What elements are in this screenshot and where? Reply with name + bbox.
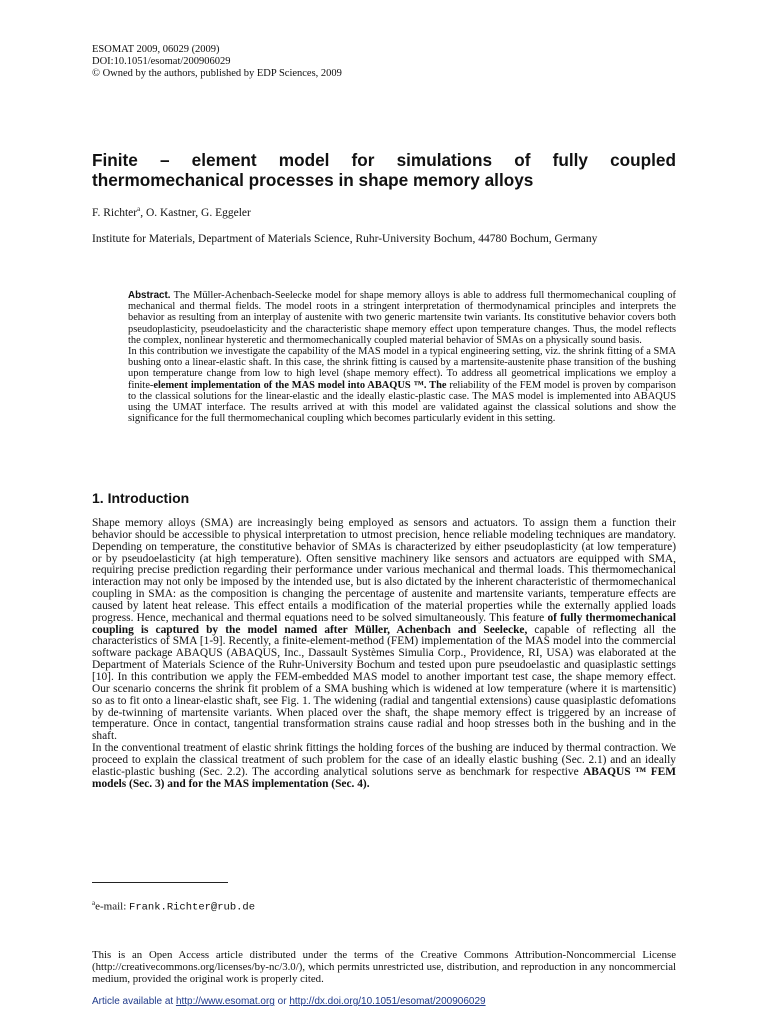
journal-header [92,44,342,80]
body-text-2b: ABAQUS ™ FEM models (Sec. 3) and for the MAS implementation (Sec. 4). [92,765,676,790]
section-heading-introduction: 1. Introduction [92,490,190,506]
paper-title-line2: thermomechanical processes in shape memory alloys [92,170,534,190]
body-paragraph-1 [92,518,676,743]
abstract-text-1: The Müller-Achenbach-Seelecke model for shape memory alloys is able to address full thermomechanical coupling of mechanical and thermal fields. The model roots in a stringent interpretation of thermodynamical principles and interprets the behavior as resulting from an interplay of austenite with two generic martensite twin variants. Its constitutive behavior covers both pseudoplasticity, pseudoelasticity and the characteristic shape memory effect upon temperature changes. Thus, the model reflects the complex, nonlinear hysteretic and thermomechanically coupled material behavior of SMAs on a physically sound basis. [128,290,676,346]
doi-link[interactable]: http://dx.doi.org/10.1051/esomat/200906029 [289,996,486,1007]
abstract-text-2c: reliability of the FEM model is proven by comparison to the classical solutions for the linear-elastic and the ideally elastic-plastic case. The MAS model is implemented into ABAQUS using the UMAT interface. The results arrived at with this model are validated against the classical solutions and show the significance for the full thermomechanical coupling which becomes particularly evident in this setting. [128,379,676,425]
esomat-link[interactable]: http://www.esomat.org [175,996,275,1007]
abstract [128,290,676,424]
footnote-divider [92,882,228,883]
footnote-mark: a [92,899,96,907]
copyright-line: © Owned by the authors, published by EDP Sciences, 2009 [92,68,342,79]
license-link[interactable]: http://creativecommons.org/licenses/by-nc/3.0/ [95,961,299,973]
body-text-2a: In the conventional treatment of elastic shrink fittings the holding forces of the bushing are induced by thermal contraction. We proceed to explain the classical treatment of such problem for the case of an ideally elastic bushing (Sec. 2.1) and an ideally elastic-plastic bushing (Sec. 2.2). The according analytical solutions serve as benchmark for respective [92,742,676,778]
abstract-text-2a: In this contribution we investigate the capability of the MAS model in a typical engineering setting, viz. the shrink fitting of a SMA bushing onto a linear-elastic shaft. In this case, the shrink fitting is caused by a martensite-austenite phase transition of the bushing upon temperature change from low to high level (shape memory effect). To address all geometrical implications we employ a finite- [128,346,676,391]
body-text-1c: capable of reflecting all the characteristics of SMA [1-9]. Recently, a finite-element-method (FEM) implementation of the MAS model into the commercial software package ABAQUS (ABAQUS, Inc., Dassault Systèmes Simulia Corp., Providence, RI, USA) was elaborated at the Department of Materials Science of the Ruhr-University Bochum and tested upon pure pseudoelastic and quasiplastic settings [10]. In this contribution we apply the FEM-embedded MAS model to another important test case, the shape memory effect. Our scenario concerns the shrink fit problem of a SMA bushing which is widened at low temperature (where it is martensitic) so as to fit onto a linear-elastic shaft, see Fig. 1. The widening (radial and tangential extensions) cause quasiplastic defomations by de-twinning of martensite variants. When placed over the shaft, the shape memory effect is triggered by an increase of temperature. Once in contact, tangential transformation strains cause radial and hoop stresses both in the bushing and in the shaft. [92,623,676,743]
body-text-1a: Shape memory alloys (SMA) are increasingly being employed as sensors and actuators. To assign them a function their behavior should be accessible to physical interpretation to utmost precision, hence reliable modeling techniques are mandatory. Depending on temperature, the constitutive behavior of SMAs is characterized by either pseudoplasticity (at low temperature) or by pseudoelasticity (at high temperature). Often sensitive machinery like sensors and actuators are equipped with SMA, requiring precise prediction regarding their performance under various mechanical and thermal loads. This thermomechanical interaction may not only be imposed by the intended use, but is also dictated by the inherent characteristic of thermomechanical coupling in SMA: as the composition is changing the percentage of austenite and martensite variants, temperature effects are caused by latent heat release. This effect entails a modification of the material properties while the externally applied loads progress. Hence, mechanical and thermal equations need to be solved simultaneously. This feature [92,517,676,624]
abstract-label: Abstract. [128,290,171,301]
footnote-label: e-mail: [95,900,130,913]
introduction-body [92,518,676,790]
article-availability [92,996,486,1007]
license-text-1: This is an Open Access article distributed under the terms of the Creative Commons Attribution-Noncommercial License ( [92,949,676,973]
affiliation: Institute for Materials, Department of Materials Science, Ruhr-University Bochum, 44780 Bochum, Germany [92,233,598,245]
body-text-1b: of fully thermomechanical coupling is captured by the model named after Müller, Achenbach and Seelecke, [92,611,676,636]
author-list [92,205,251,219]
abstract-text-2b: element implementation of the MAS model into ABAQUS ™. The [153,379,447,391]
license-text-2: ), which permits unrestricted use, distribution, and reproduction in any noncommercial medium, provided the original work is properly cited. [92,961,676,985]
body-paragraph-2 [92,743,676,790]
footnote [92,899,255,914]
availability-prefix: Article available at [92,996,176,1007]
author-footnote-mark: a [137,205,141,213]
paper-title-line1: Finite – element model for simulations of fully coupled [92,150,676,170]
abstract-paragraph-2 [128,346,676,424]
author-rest: , O. Kastner, G. Eggeler [140,206,251,219]
author-first: F. Richter [92,206,138,219]
doi-line: DOI:10.1051/esomat/200906029 [92,56,231,67]
paper-title [92,150,676,190]
footnote-email[interactable]: Frank.Richter@rub.de [129,901,256,914]
journal-citation: ESOMAT 2009, 06029 (2009) [92,44,220,55]
availability-middle: or [274,996,290,1007]
license-notice [92,949,676,985]
abstract-paragraph-1 [128,290,676,346]
